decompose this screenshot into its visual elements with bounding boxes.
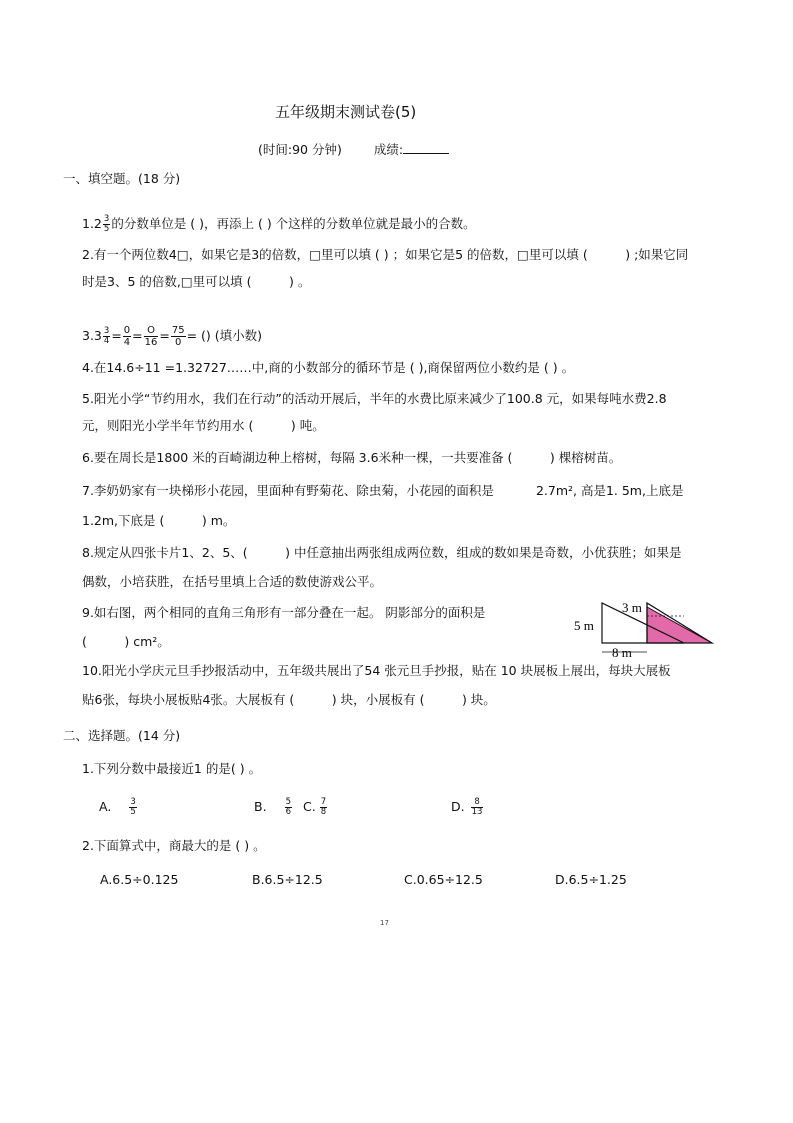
score-label: 成绩: [373,142,404,157]
question-8-line1: 8.规定从四张卡片1、2、5、( ) 中任意抽出两张组成两位数，组成的数如果是奇数，小优获胜；如果是 [82,545,682,560]
section1-heading: 一、填空题。(18 分) [63,171,181,186]
label-8m: 8 m [612,645,632,659]
fraction: $\frac{3}{4}$ [103,326,110,346]
option-a[interactable]: A.6.5÷0.125 [100,872,179,887]
question-2-line2: 时是3、5 的倍数,□里可以填 ( ) 。 [82,274,311,289]
question-2-line1: 2.有一个两位数4□，如果它是3的倍数，□里可以填 ( ) ；如果它是5 的倍数，□里可以填 ( ) ;如果它同 [82,247,689,262]
option-d[interactable]: D. $\frac{8}{13}$ [451,797,483,817]
question-1: 1.2 $\frac{3}{5}$ 的分数单位是 ( )，再添上 ( ) 个这样的分数单位就是最小的合数。 [82,214,476,234]
fraction: $\frac{0}{4}$ [123,325,131,348]
option-a[interactable]: A. $\frac{3}{5}$ [99,797,136,817]
fraction: $\frac{3}{5}$ [103,214,110,234]
question-10-line1: 10.阳光小学庆元旦手抄报活动中，五年级共展出了54 张元旦手抄报，贴在 10 块展板上展出，每块大展板 [82,663,671,678]
question-9-line1: 9.如右图，两个相同的直角三角形有一部分叠在一起。 阴影部分的面积是 [82,605,486,620]
score-blank[interactable] [403,142,449,154]
fraction: $\frac{7}{8}$ [320,797,327,817]
fraction: $\frac{3}{5}$ [130,797,136,817]
question-9-line2: ( ) cm²。 [82,634,170,649]
option-b[interactable]: B. $\frac{5}{6}$ [254,797,291,817]
fraction: $\frac{8}{13}$ [471,797,483,817]
question-3: 3.3 $\frac{3}{4}$ = $\frac{0}{4}$ = $\frac{O}{16}$ = $\frac{75}{0}$ = () (填小数) [82,325,263,348]
fraction: $\frac{O}{16}$ [144,325,158,348]
exam-subtitle [258,140,449,158]
question-6: 6.要在周长是1800 米的百崎湖边种上榕树，每隔 3.6米种一棵，一共要准备 ( ) 棵榕树苗。 [82,450,622,465]
fraction: $\frac{75}{0}$ [171,325,185,348]
question-7-line1: 7.李奶奶家有一块梯形小花园，里面种有野菊花、除虫菊，小花园的面积是 2.7m², 高是1. 5m,上底是 [82,483,684,498]
overlapping-triangles-figure [566,597,716,659]
option-d[interactable]: D.6.5÷1.25 [555,872,627,887]
page-number: 17 [380,919,389,927]
question-4: 4.在14.6÷11 =1.32727……中,商的小数部分的循环节是 ( ),商保留两位小数约是 ( ) 。 [82,360,575,375]
option-c[interactable]: C.0.65÷12.5 [404,872,483,887]
mc-question-2: 2.下面算式中，商最大的是 ( ) 。 [82,838,266,853]
question-5-line2: 元，则阳光小学半年节约用水 ( ) 吨。 [82,418,325,433]
question-5-line1: 5.阳光小学“节约用水，我们在行动”的活动开展后，半年的水费比原来减少了100.8 元，如果每吨水费2.8 [82,391,667,406]
section2-heading: 二、选择题。(14 分) [63,728,181,743]
fraction: $\frac{5}{6}$ [285,797,291,817]
option-b[interactable]: B.6.5÷12.5 [252,872,323,887]
option-c[interactable]: C. $\frac{7}{8}$ [303,797,327,817]
mc-question-1: 1.下列分数中最接近1 的是( ) 。 [82,761,262,776]
label-5m: 5 m [574,618,594,633]
question-8-line2: 偶数，小培获胜，在括号里填上合适的数使游戏公平。 [82,574,383,589]
time-limit: (时间:90 分钟) [258,142,342,157]
label-3m: 3 m [622,600,642,615]
page-title: 五年级期末测试卷(5) [275,103,417,121]
question-7-line2: 1.2m,下底是 ( ) m。 [82,513,236,528]
question-10-line2: 贴6张，每块小展板贴4张。大展板有 ( ) 块，小展板有 ( ) 块。 [82,692,496,707]
